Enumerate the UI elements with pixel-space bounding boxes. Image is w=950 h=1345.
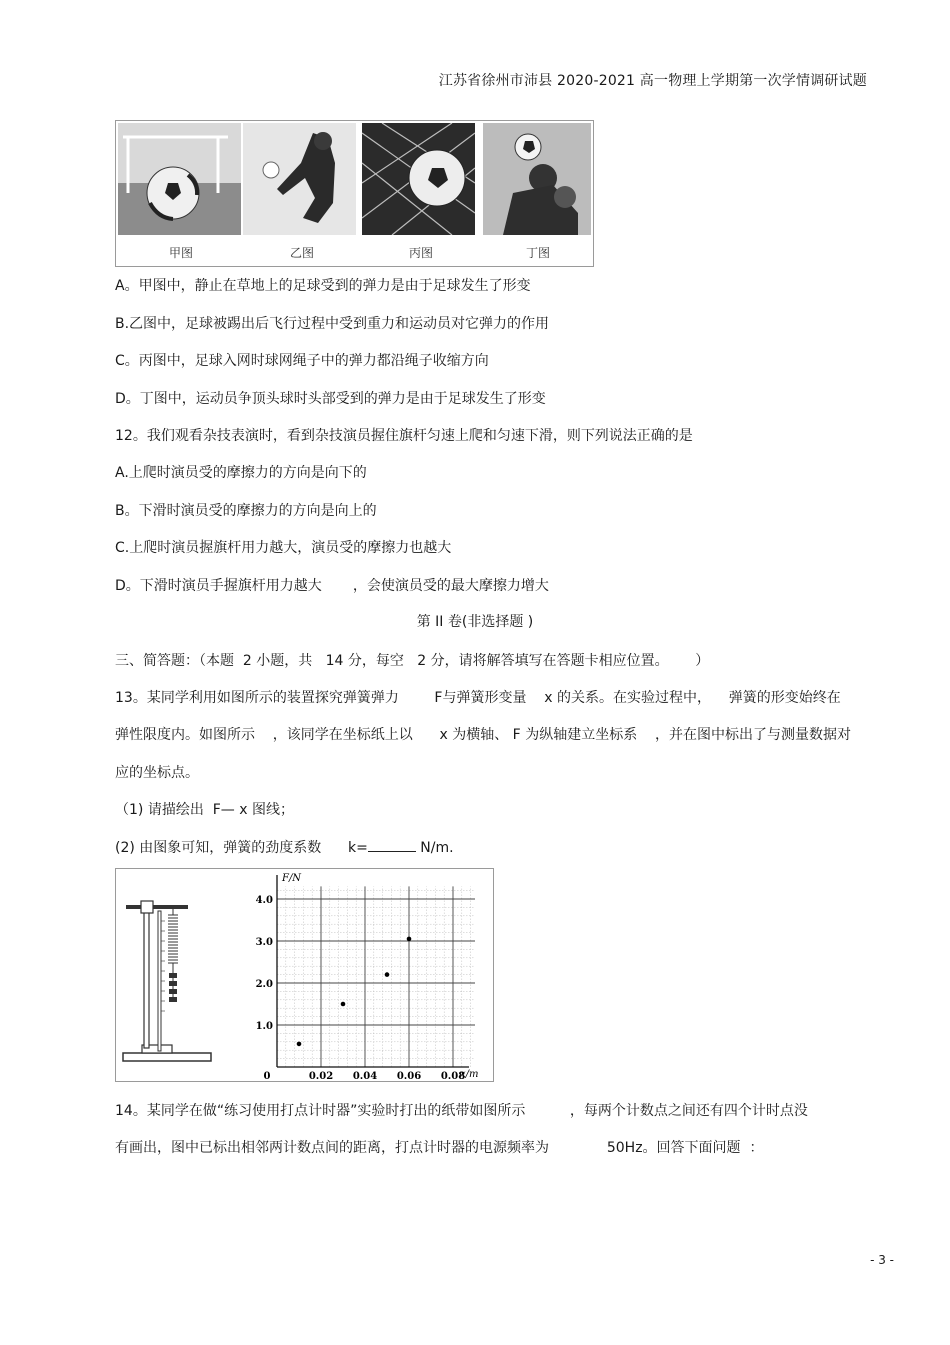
chart-y-ticks [256, 895, 273, 1032]
photo-strip [115, 120, 594, 267]
y-tick-label: 1.0 [255, 1021, 273, 1032]
q13-line1: 13。某同学利用如图所示的装置探究弹簧弹力 F与弹簧形变量 x 的关系。在实验过程中， 弹簧的形变始终在 [115, 690, 841, 706]
chart-y-label: F/N [282, 873, 302, 884]
q13-sub2-unit: N/m. [415, 840, 454, 856]
page-number: - 3 - [870, 1253, 894, 1267]
chart-x-ticks [264, 1071, 466, 1081]
page-header: 江苏省徐州市沛县 2020-2021 高一物理上学期第一次学情调研试题 [438, 73, 867, 89]
answer-blank [368, 851, 416, 852]
q14-line2: 有画出，图中已标出相邻两计数点间的距离，打点计时器的电源频率为 50Hz。回答下面问题 ： [115, 1140, 764, 1156]
photo-yi [243, 123, 356, 235]
caption-jia: 甲图 [168, 246, 193, 260]
data-point [341, 1002, 346, 1007]
chart-x-label: x/m [460, 1069, 479, 1080]
x-tick-label: 0 [263, 1071, 271, 1081]
caption-yi: 乙图 [289, 246, 314, 260]
spring-apparatus-illustration [118, 875, 233, 1075]
x-tick-label: 0.02 [308, 1071, 334, 1081]
q12-option-d: D。下滑时演员手握旗杆用力越大 ，会使演员受的最大摩擦力增大 [115, 578, 549, 594]
q13-line2: 弹性限度内。如图所示 ，该同学在坐标纸上以 x 为横轴、 F 为纵轴建立坐标系 ，并在图中标出了与测量数据对 [115, 727, 851, 743]
caption-ding: 丁图 [525, 246, 550, 260]
q12-option-a: A.上爬时演员受的摩擦力的方向是向下的 [115, 465, 367, 481]
figure-box [115, 868, 494, 1082]
q13-sub2-prefix: (2) 由图象可知，弹簧的劲度系数 k= [115, 840, 368, 856]
q12-option-c: C.上爬时演员握旗杆用力越大，演员受的摩擦力也越大 [115, 540, 452, 556]
q11-option-d: D。丁图中，运动员争顶头球时头部受到的弹力是由于足球发生了形变 [115, 391, 546, 407]
y-tick-label: 2.0 [255, 979, 273, 990]
q14-line1: 14。某同学在做“练习使用打点计时器”实验时打出的纸带如图所示 ，每两个计数点之间还有四个计时点没 [115, 1103, 808, 1119]
part3-instructions: 三、简答题：（本题 2 小题，共 14 分，每空 2 分，请将解答填写在答题卡相应位置。 ） [115, 653, 710, 669]
q12-stem: 12。我们观看杂技表演时，看到杂技演员握住旗杆匀速上爬和匀速下滑，则下列说法正确的是 [115, 428, 693, 444]
q13-line3: 应的坐标点。 [115, 765, 199, 781]
photo-jia [118, 123, 241, 235]
photo-ding [483, 123, 591, 235]
data-point [385, 972, 390, 977]
chart-fine-grid [277, 886, 475, 1067]
photo-bing [362, 123, 475, 235]
y-tick-label: 3.0 [255, 937, 273, 948]
section-title: 第 II 卷(非选择题 ) [416, 614, 534, 630]
caption-bing: 丙图 [408, 246, 433, 260]
data-point [297, 1042, 302, 1047]
y-tick-label: 4.0 [255, 895, 273, 906]
x-tick-label: 0.04 [352, 1071, 378, 1081]
q13-sub1: （1) 请描绘出 F— x 图线； [115, 802, 294, 818]
x-tick-label: 0.06 [396, 1071, 422, 1081]
x-tick-label: 0.08 [440, 1071, 466, 1081]
data-point [407, 937, 412, 942]
q11-option-c: C。丙图中，足球入网时球网绳子中的弹力都沿绳子收缩方向 [115, 353, 489, 369]
q13-sub2 [115, 837, 454, 857]
chart-major-grid [277, 886, 475, 1067]
q11-option-a: A。甲图中，静止在草地上的足球受到的弹力是由于足球发生了形变 [115, 278, 531, 294]
q12-option-b: B。下滑时演员受的摩擦力的方向是向上的 [115, 503, 377, 519]
force-extension-chart [241, 869, 491, 1081]
q11-option-b: B.乙图中，足球被踢出后飞行过程中受到重力和运动员对它弹力的作用 [115, 316, 550, 332]
